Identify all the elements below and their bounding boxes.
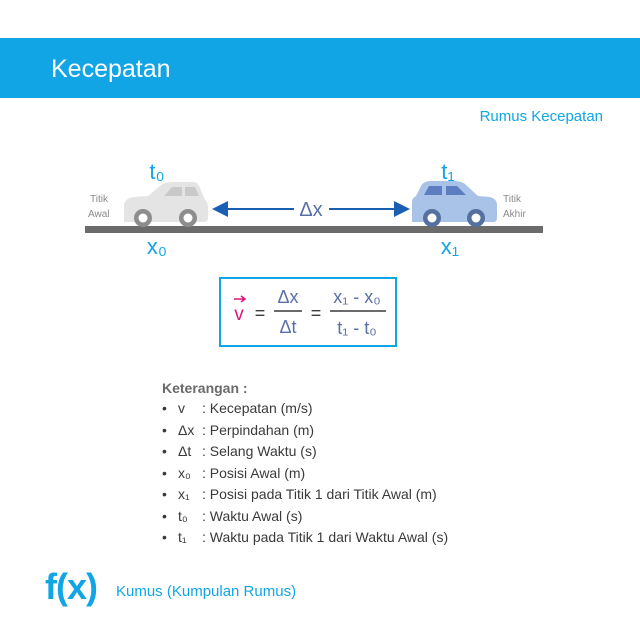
- legend-symbol: x₁: [178, 486, 190, 502]
- formula-delta-x: Δx: [277, 287, 299, 307]
- road: [85, 226, 543, 233]
- bullet-icon: •: [162, 507, 167, 524]
- formula-v: v: [234, 304, 244, 325]
- list-item: [162, 463, 448, 485]
- x0-label: x₀: [146, 234, 168, 259]
- formula-equals-2: =: [310, 303, 322, 323]
- start-point-label-line1: Titik: [90, 194, 108, 205]
- legend-symbol: t₁: [178, 529, 187, 545]
- list-item: [162, 527, 448, 549]
- legend-text: : Waktu pada Titik 1 dari Waktu Awal (s): [202, 529, 449, 545]
- bullet-icon: •: [162, 464, 167, 481]
- legend-text: : Perpindahan (m): [202, 421, 315, 438]
- start-point-label-line2: Awal: [88, 209, 110, 220]
- t1-label: t₁: [441, 159, 455, 184]
- legend-symbol: v: [178, 400, 185, 416]
- x1-label: x₁: [440, 234, 460, 259]
- end-car-icon: [412, 181, 497, 227]
- list-item: [162, 420, 448, 442]
- legend-symbol: t₀: [178, 507, 188, 524]
- bullet-icon: •: [162, 443, 167, 459]
- legend-symbol: Δx: [178, 421, 195, 438]
- legend-text: : Selang Waktu (s): [202, 443, 317, 459]
- end-point-label-line2: Akhir: [503, 209, 526, 220]
- legend-text: : Posisi pada Titik 1 dari Titik Awal (m): [202, 486, 437, 502]
- formula-numerator: x₁ - x₀: [333, 287, 381, 307]
- page-title: Kecepatan: [51, 55, 171, 83]
- legend-symbol: x₀: [178, 464, 191, 481]
- formula-delta-t: Δt: [279, 317, 297, 337]
- legend-text: : Kecepatan (m/s): [202, 400, 313, 416]
- legend-symbol: Δt: [178, 443, 192, 459]
- fx-logo: f(x): [45, 566, 97, 607]
- list-item: [162, 506, 448, 528]
- velocity-formula: [220, 278, 396, 346]
- delta-x-label: Δx: [299, 199, 323, 221]
- legend-heading: Keterangan :: [162, 380, 248, 396]
- t0-label: t₀: [149, 159, 165, 184]
- bullet-icon: •: [162, 486, 167, 502]
- legend-list: [162, 398, 448, 549]
- legend: [162, 380, 448, 549]
- formula-denominator: t₁ - t₀: [337, 318, 377, 338]
- footer-brand: Kumus (Kumpulan Rumus): [116, 583, 297, 600]
- legend-text: : Waktu Awal (s): [202, 507, 303, 524]
- bullet-icon: •: [162, 529, 167, 545]
- list-item: [162, 484, 448, 506]
- start-car-icon: [124, 182, 208, 227]
- end-point-label-line1: Titik: [503, 194, 521, 205]
- list-item: [162, 441, 448, 463]
- legend-text: : Posisi Awal (m): [202, 464, 306, 481]
- subtitle: Rumus Kecepatan: [479, 108, 603, 125]
- bullet-icon: •: [162, 400, 167, 416]
- list-item: [162, 398, 448, 420]
- formula-equals-1: =: [254, 303, 266, 323]
- bullet-icon: •: [162, 421, 167, 438]
